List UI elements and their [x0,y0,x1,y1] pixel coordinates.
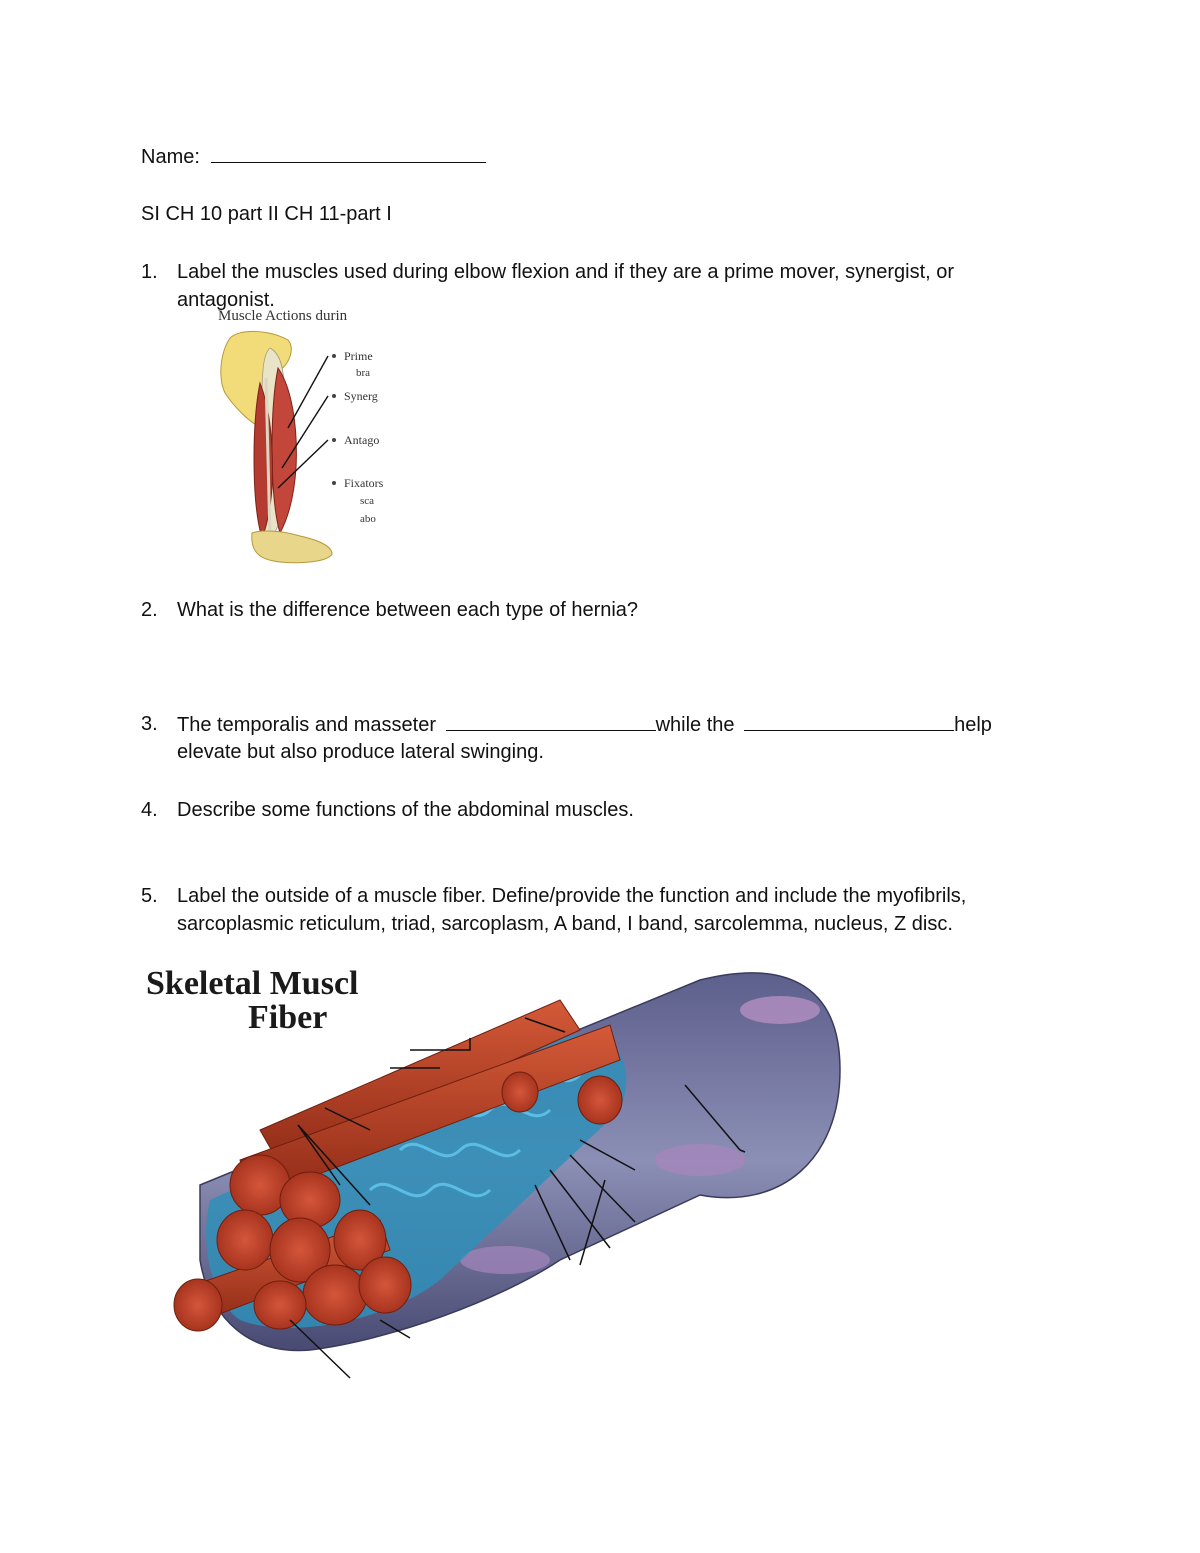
surface-nucleus-1 [740,996,820,1024]
muscle-fiber-illustration [140,960,880,1390]
question-3-blank-2[interactable] [744,710,954,731]
name-blank[interactable] [211,142,486,163]
question-3-part-b: while the [655,714,735,736]
question-3-part-a: The temporalis and masseter [177,714,437,736]
question-4-text: Describe some functions of the abdominal muscles. [177,799,634,821]
arm-muscle-illustration [200,308,390,570]
myofibril-end-7 [359,1257,411,1313]
muscle-fiber-figure [140,960,880,1390]
myofibril-end-9 [174,1279,222,1331]
arm-label-synergist: Synerg [344,389,378,403]
surface-nucleus-2 [655,1144,745,1176]
name-line [141,142,486,171]
arm-label-antagonist: Antago [344,433,380,447]
question-1-text-line2: antagonist. [177,289,275,311]
question-3-blank-1[interactable] [446,710,656,731]
elbow-joint-shape [252,531,332,563]
question-1-number: 1. [141,261,158,283]
surface-nucleus-3 [460,1246,550,1274]
question-4-number: 4. [141,799,158,821]
question-3-line2: elevate but also produce lateral swinging. [177,741,544,763]
leader-line-prime [288,356,328,428]
myofibril-end-3 [217,1210,273,1270]
question-3-part-c: help [954,714,992,736]
question-2-number: 2. [141,599,158,621]
question-2-text: What is the difference between each type of hernia? [177,599,639,621]
myofibril-end-8 [254,1281,306,1329]
name-label: Name: [141,146,200,168]
question-3-number: 3. [141,713,158,735]
arm-label-prime: Prime [344,349,373,363]
question-1-text: Label the muscles used during elbow flexion and if they are a prime mover, synergist, or [177,261,955,283]
question-5-number: 5. [141,885,158,907]
arm-label-prime-sub: bra [356,367,371,379]
question-5-text-line2: sarcoplasmic reticulum, triad, sarcoplasm, A band, I band, sarcolemma, nucleus, Z disc. [177,913,953,935]
arm-caption-fragment: Muscle Actions durin [218,308,348,324]
fiber-title-line1: Skeletal Muscl [146,965,359,1002]
course-line: SI CH 10 part II CH 11-part I [141,203,392,225]
fiber-title-line2: Fiber [248,999,328,1036]
arm-label-fixators-sub1: sca [360,495,375,507]
myofibril-end-b [578,1076,622,1124]
myofibril-end-a [502,1072,538,1112]
myofibril-end-6 [303,1265,367,1325]
arm-muscle-figure [200,308,390,570]
arm-label-fixators-sub2: abo [360,513,376,525]
question-3-line1 [177,710,992,739]
arm-label-fixators: Fixators [344,476,384,490]
question-5-text: Label the outside of a muscle fiber. Define/provide the function and include the myofibrils, [177,885,967,907]
